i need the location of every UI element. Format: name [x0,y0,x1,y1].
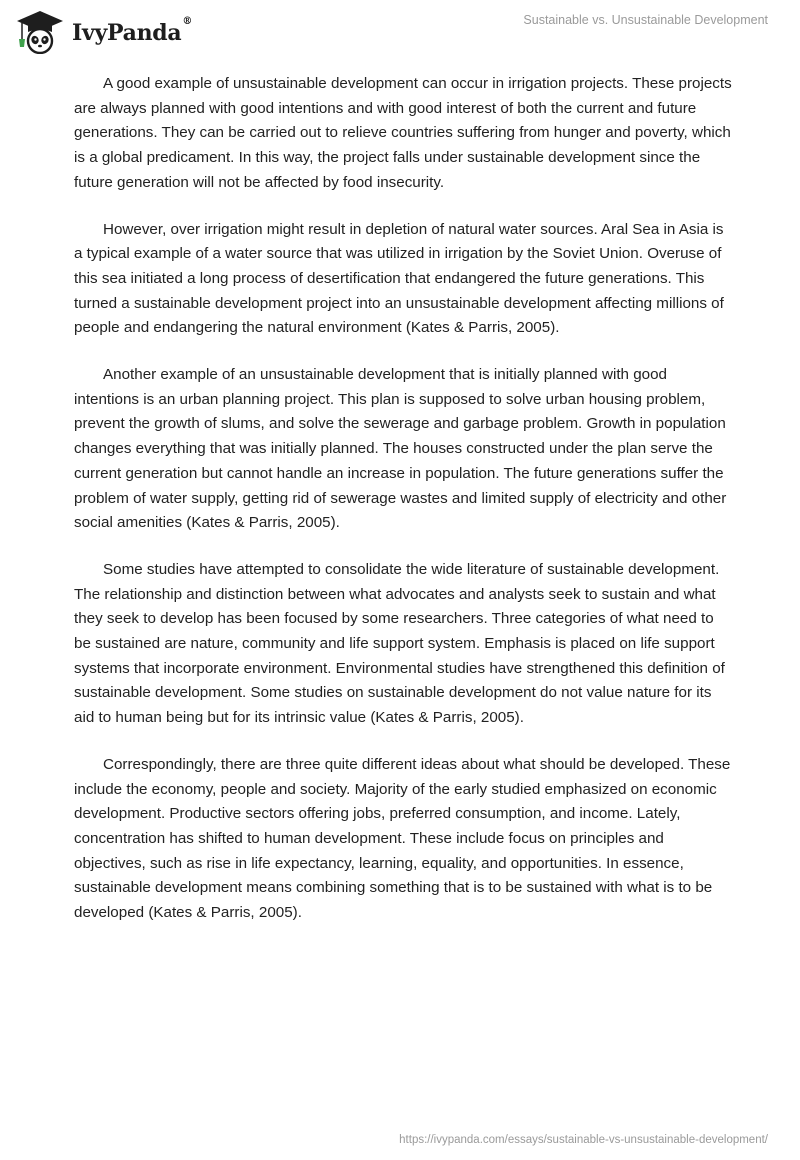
page-header [0,0,800,62]
registered-mark: ® [182,16,193,27]
paragraph: Correspondingly, there are three quite different ideas about what should be developed. These include the economy, people and society. Majority of the early studied emphasized on economic development. Productive sectors offering jobs, preferred consumption, and income. Lately, concentration has shifted to human development. These include focus on principles and objectives, such as rise in life expectancy, learning, equality, and opportunities. In essence, sustainable development means combining something that is to be sustained with what is to be developed (Kates & Parris, 2005). [74,755,731,922]
essay-body [74,72,734,948]
logo-text: IvyPanda® [72,16,193,46]
document-title: Sustainable vs. Unsustainable Development [523,13,768,27]
paragraph: Some studies have attempted to consolidate the wide literature of sustainable development. The relationship and distinction between what advocates and analysts seek to sustain and what they seek to develop has been focused by some researchers. Three categories of what need to be sustained are nature, community and life support system. Emphasis is placed on life support systems that incorporate environment. Environmental studies have strengthened this definition of sustainable development. Some studies on sustainable development do not value nature for its aid to human being but for its intrinsic value (Kates & Parris, 2005). [74,560,725,727]
panda-graduation-cap-icon [14,10,66,54]
ivypanda-logo[interactable] [14,10,192,54]
paragraph: Another example of an unsustainable development that is initially planned with good intentions is an urban planning project. This plan is supposed to solve urban housing problem, prevent the growth of slums, and solve the sewerage and garbage problem. Growth in population changes everything that was initially planned. The houses constructed under the plan serve the current generation but cannot handle an increase in population. The future generations suffer the problem of water supply, getting rid of sewerage wastes and limited supply of electricity and other social amenities (Kates & Parris, 2005). [74,366,727,532]
source-url[interactable]: https://ivypanda.com/essays/sustainable-vs-unsustainable-development/ [399,1134,768,1146]
paragraph: A good example of unsustainable development can occur in irrigation projects. These projects are always planned with good intentions and with good interest of both the current and future generations. They can be carried out to relieve countries suffering from hunger and poverty, which is a global predicament. In this way, the project falls under sustainable development since the future generation will not be affected by food insecurity. [74,75,732,191]
paragraph: However, over irrigation might result in depletion of natural water sources. Aral Sea in Asia is a typical example of a water source that was utilized in irrigation by the Soviet Union. Overuse of this sea initiated a long process of desertification that endangered the future generations. This turned a sustainable development project into an unsustainable development affecting millions of people and endangering the natural environment (Kates & Parris, 2005). [74,220,724,337]
